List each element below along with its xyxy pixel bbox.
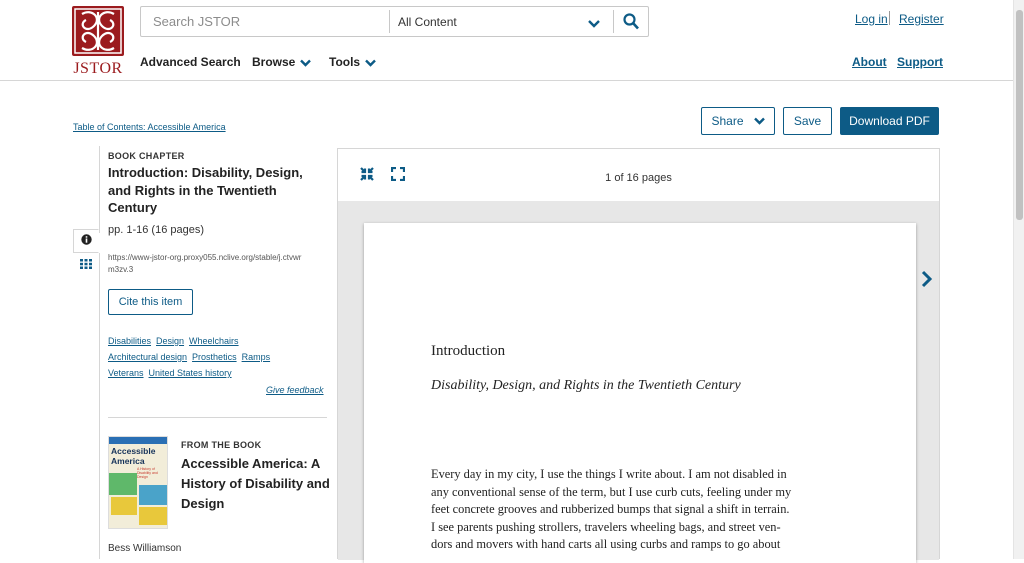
cover-title-line: America [111, 456, 145, 466]
save-button[interactable] [783, 107, 832, 135]
chevron-down-icon [365, 56, 376, 70]
topic-tags [108, 333, 328, 381]
page-text-line: Every day in my city, I use the things I write about. I am not disabled in [431, 467, 787, 481]
chapter-title: Introduction: Disability, Design, and Rights in the Twentieth Century [108, 165, 303, 215]
panel-divider [99, 146, 100, 233]
tools-menu[interactable] [329, 55, 376, 70]
page-body-text [431, 466, 831, 554]
side-tool-rail [73, 229, 99, 277]
jstor-wordmark: JSTOR [73, 60, 123, 77]
search-button[interactable] [614, 7, 648, 36]
cover-block [111, 497, 137, 515]
chapter-page-range: pp. 1-16 (16 pages) [108, 224, 205, 236]
scrollbar-thumb[interactable] [1016, 10, 1023, 220]
info-icon [81, 232, 92, 250]
pdf-page [364, 223, 916, 563]
register-link[interactable]: Register [899, 12, 944, 26]
chevron-down-icon [588, 16, 600, 34]
cover-subtitle: A History of Disability and Design [137, 467, 158, 479]
topic-link[interactable]: Prosthetics [192, 352, 237, 362]
site-header [0, 0, 1013, 81]
share-button[interactable] [701, 107, 775, 135]
book-title[interactable]: Accessible America: A History of Disability and Design [181, 456, 330, 511]
cite-label: Cite this item [118, 296, 183, 308]
cover-title-line: Accessible [111, 446, 156, 456]
cover-block [139, 485, 167, 505]
chevron-down-icon [300, 56, 311, 70]
search-input[interactable] [141, 7, 389, 36]
page-text-line: any conventional sense of the term, but I use curb cuts, feeling under my [431, 484, 792, 499]
table-of-contents-link[interactable]: Table of Contents: Accessible America [73, 122, 226, 132]
viewer-toolbar [338, 149, 939, 201]
share-label: Share [711, 114, 744, 128]
pdf-viewer [337, 148, 940, 559]
topic-link[interactable]: Wheelchairs [189, 336, 239, 346]
viewer-canvas[interactable] [338, 201, 939, 560]
chevron-right-icon[interactable] [921, 270, 933, 293]
book-author: Bess Williamson [108, 543, 182, 554]
from-book-label: FROM THE BOOK [181, 440, 262, 450]
panel-divider [99, 253, 100, 559]
page-text-line: dors and movers with hand carts all using curbs and ramps to go about [431, 537, 781, 551]
browse-menu[interactable] [252, 55, 311, 70]
cover-block [109, 473, 137, 495]
info-tab[interactable] [73, 229, 99, 253]
download-label: Download PDF [849, 114, 930, 128]
download-pdf-button[interactable] [840, 107, 939, 135]
jstor-logo-mark [72, 6, 124, 56]
page-text-line: I see parents pushing strollers, travelers wheeling bags, and street ven- [431, 519, 781, 534]
jstor-logo[interactable] [72, 6, 126, 78]
section-divider [108, 417, 327, 418]
browse-label: Browse [252, 55, 296, 69]
topic-link[interactable]: Architectural design [108, 352, 188, 362]
topic-link[interactable]: United States history [148, 368, 232, 378]
page-text-line: feet concrete grooves and rubberized bumps that signal a shift in terrain. [431, 502, 790, 516]
cite-button[interactable] [108, 289, 193, 315]
contents-tab[interactable] [73, 253, 99, 277]
topic-link[interactable]: Ramps [241, 352, 271, 362]
book-cover-image[interactable] [108, 436, 168, 529]
chapter-type-label: BOOK CHAPTER [108, 151, 185, 161]
topic-link[interactable]: Design [156, 336, 185, 346]
cover-title [111, 446, 155, 466]
save-label: Save [793, 114, 822, 128]
search-bar [140, 6, 649, 37]
topic-link[interactable]: Disabilities [108, 336, 152, 346]
stable-url: https://www-jstor-org.proxy055.nclive.org/stable/j.ctvwrm3zv.3 [108, 253, 302, 274]
chevron-down-icon [754, 117, 765, 125]
page-heading: Introduction [431, 343, 506, 359]
grid-icon [80, 256, 92, 274]
advanced-search-label: Advanced Search [140, 55, 241, 69]
search-scope-select[interactable] [390, 7, 752, 36]
account-divider [889, 11, 890, 25]
search-scope-label: All Content [398, 15, 457, 29]
tools-label: Tools [329, 55, 361, 69]
topic-link[interactable]: Veterans [108, 368, 144, 378]
about-link[interactable]: About [852, 55, 887, 69]
support-link[interactable]: Support [897, 55, 943, 69]
cover-stripe [109, 437, 168, 444]
advanced-search-link[interactable] [140, 55, 241, 69]
login-link[interactable]: Log in [855, 12, 888, 26]
page-scrollbar[interactable] [1013, 0, 1024, 559]
give-feedback-link[interactable]: Give feedback [266, 385, 324, 395]
page-count: 1 of 16 pages [605, 172, 672, 184]
cover-block [139, 507, 167, 525]
page-subheading: Disability, Design, and Rights in the Twentieth Century [431, 378, 741, 393]
